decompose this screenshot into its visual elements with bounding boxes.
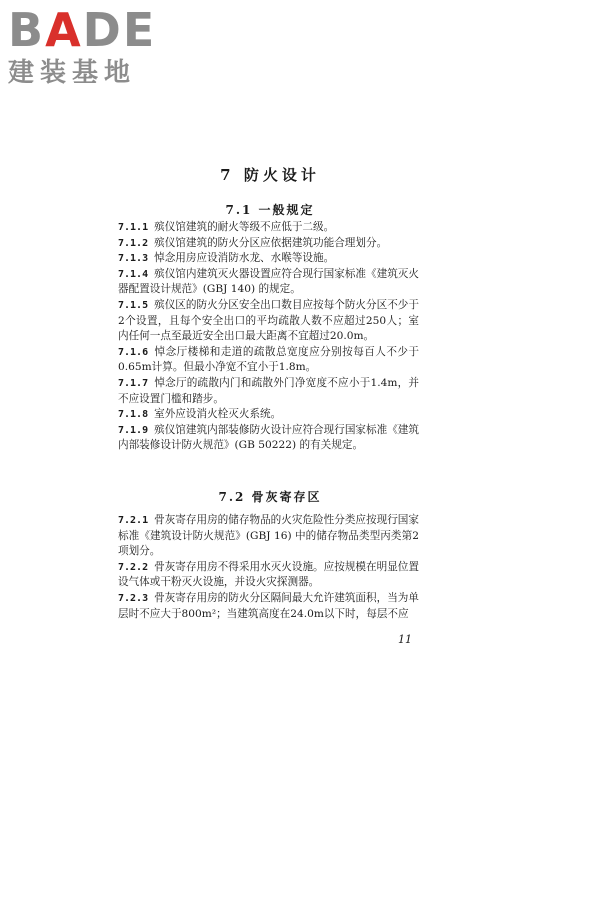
clause: 7.1.4 殡仪馆内建筑灭火器设置应符合现行国家标准《建筑灭火器配置设计规范》(GBJ 140) 的规定。: [118, 267, 419, 296]
clause: 7.1.2 殡仪馆建筑的防火分区应依据建筑功能合理划分。: [118, 236, 388, 249]
logo-wordmark: BADE: [8, 3, 157, 57]
clause: 7.2.1 骨灰寄存用房的储存物品的火灾危险性分类应按现行国家标准《建筑设计防火规范》(GBJ 16) 中的储存物品类型丙类第2项划分。: [118, 514, 419, 558]
page-number: 11: [398, 633, 412, 646]
clause: 7.1.6 悼念厅楼梯和走道的疏散总宽度应分别按每百人不少于0.65m计算。但最小净宽不宜小于1.8m。: [118, 345, 419, 374]
section-7-2-clauses: [118, 513, 419, 622]
clause: 7.1.8 室外应设消火栓灭火系统。: [118, 408, 282, 421]
clause: 7.1.1 殡仪馆建筑的耐火等级不应低于二级。: [118, 221, 335, 233]
chapter-title: 7 防火设计: [220, 166, 320, 184]
clause: 7.2.3 骨灰寄存用房的防火分区隔间最大允许建筑面积，当为单层时不应大于800m²；当建筑高度在24.0m以下时，每层不应: [118, 591, 419, 620]
clause: 7.1.7 悼念厅的疏散内门和疏散外门净宽度不应小于1.4m，并不应设置门槛和踏步。: [118, 376, 419, 405]
logo-chinese-name: 建装基地: [8, 58, 137, 88]
clause: 7.2.2 骨灰寄存用房不得采用水灭火设施。应按规模在明显位置设气体或干粉灭火设施，并设火灾探测器。: [118, 560, 419, 589]
clause: 7.1.5 殡仪区的防火分区安全出口数目应按每个防火分区不少于2个设置，且每个安全出口的平均疏散人数不应超过250人；室内任何一点至最近安全出口最大距离不宜超过20.0m。: [118, 298, 419, 343]
clause: 7.1.3 悼念用房应设消防水龙、水喉等设施。: [118, 252, 335, 265]
section-title-7-2: 7.2 骨灰寄存区: [218, 490, 322, 504]
bade-logo: [8, 3, 157, 88]
clause: 7.1.9 殡仪馆建筑内部装修防火设计应符合现行国家标准《建筑内部装修设计防火规范》(GB 50222) 的有关规定。: [118, 423, 419, 452]
section-title-7-1: 7.1 一般规定: [225, 203, 315, 217]
section-7-1-clauses: [118, 220, 419, 454]
